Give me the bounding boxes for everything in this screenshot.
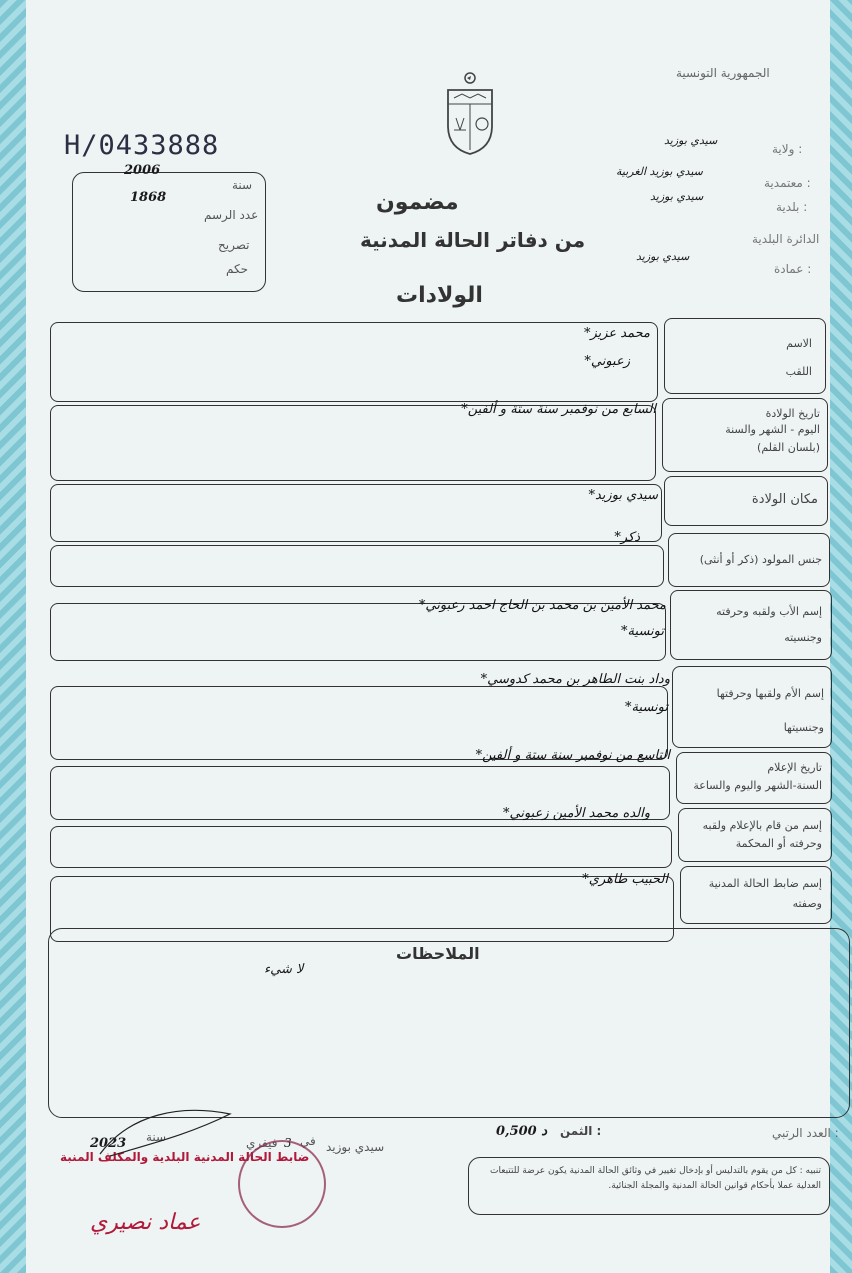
field-declarant-sublabel: وحرفته أو المحكمة <box>735 837 822 850</box>
municipal-district-label: الدائرة البلدية <box>752 232 820 246</box>
field-officer-sublabel: وصفته <box>792 897 822 910</box>
governorate-label: ولاية : <box>772 142 803 156</box>
registry-year-label: سنة <box>232 178 253 192</box>
republic-heading: الجمهورية التونسية <box>676 66 770 80</box>
field-sex-value-box <box>50 545 664 587</box>
field-father-label: إسم الأب ولقبه وحرفته <box>716 605 822 618</box>
field-father-nationality-value: تونسية* <box>621 624 664 639</box>
registry-number-value: 1868 <box>130 190 167 205</box>
registry-year-value: 2006 <box>124 163 161 178</box>
field-declarant-value-box <box>50 826 672 868</box>
municipality-label: بلدية : <box>776 200 808 214</box>
field-mother-value: وداد بنت الطاهر بن محمد كدوسي* <box>480 672 670 687</box>
sector-label: عمادة : <box>774 262 812 276</box>
field-declaration-date-sublabel: السنة-الشهر واليوم والساعة <box>693 779 822 792</box>
serial-number: H/0433888 <box>64 130 220 161</box>
price-value: 0,500 د <box>496 1124 548 1139</box>
field-birthplace-value: سيدي بوزيد* <box>588 488 658 503</box>
footer-month: فيفري <box>246 1136 278 1150</box>
field-birthdate-value: السابع من نوفمبر سنة ستة و ألفين* <box>461 402 656 417</box>
field-officer-label-box <box>680 866 832 924</box>
delegation-label: معتمدية : <box>764 176 811 190</box>
field-name-label-box <box>664 318 826 394</box>
field-declarant-value: والده محمد الأمين زعبوني* <box>502 806 650 821</box>
tunisia-emblem-icon <box>440 68 500 158</box>
field-surname-label: اللقب <box>785 365 812 378</box>
officer-signature: عماد نصيري <box>90 1210 201 1235</box>
officer-title-stamp: ضابط الحالة المدنية البلدية والمكلف المنبة <box>60 1150 310 1164</box>
field-father-value: محمد الأمين بن محمد بن الحاج احمد زعبوني* <box>418 598 666 613</box>
municipality-value: سيدي بوزيد <box>650 190 704 203</box>
field-declarant-label-box <box>678 808 832 862</box>
notes-value: لا شيء <box>264 962 304 977</box>
notes-title: الملاحظات <box>396 944 480 963</box>
footer-year-label: سنة <box>146 1130 167 1144</box>
official-number-label: العدد الرتبي : <box>772 1126 839 1140</box>
sector-value: سيدي بوزيد <box>636 250 690 263</box>
field-mother-label: إسم الأم ولقبها وحرفتها <box>716 687 824 700</box>
signature-scribble-icon <box>90 1104 240 1164</box>
delegation-value: سيدي بوزيد الغربية <box>616 165 703 178</box>
registry-declaration-label: تصريح <box>218 238 250 252</box>
field-officer-label: إسم ضابط الحالة المدنية <box>708 877 822 890</box>
field-declarant-label: إسم من قام بالإعلام ولقبه <box>702 819 822 832</box>
field-name-value: محمد عزيز* <box>583 326 650 341</box>
footer-day: 3 <box>284 1136 292 1150</box>
official-seal-icon <box>238 1140 326 1228</box>
field-declaration-date-label: تاريخ الإعلام <box>767 761 822 774</box>
price-label: الثمن : <box>560 1124 602 1138</box>
legal-notice-box: تنبيه : كل من يقوم بالتدليس أو بإدخال تغيير في وثائق الحالة المدنية يكون عرضة للتتبعات العدلية عملا بأحكام قوانين الحالة المدنية والمجلة الجنائية. <box>468 1157 830 1215</box>
title-births: الولادات <box>396 283 483 308</box>
field-sex-value: ذكر* <box>614 530 640 545</box>
footer-year: 2023 <box>90 1136 127 1151</box>
field-birthdate-sublabel: اليوم - الشهر والسنة <box>725 423 820 436</box>
field-father-nationality-label: وجنسيته <box>784 631 822 644</box>
field-birthdate-label: تاريخ الولادة <box>765 407 820 420</box>
field-mother-nationality-label: وجنسيتها <box>783 721 824 734</box>
field-mother-nationality-value: تونسية* <box>625 700 668 715</box>
field-father-label-box <box>670 590 832 660</box>
field-sex-label: جنس المولود (ذكر أو أنثى) <box>699 553 822 566</box>
registry-judgment-label: حكم <box>226 262 249 276</box>
field-surname-value: زعبوني* <box>584 354 630 369</box>
field-declaration-date-value: التاسع من نوفمبر سنة ستة و ألفين* <box>475 748 670 763</box>
field-birthdate-note: (بلسان القلم) <box>757 441 820 454</box>
registry-number-label: عدد الرسم <box>204 208 259 222</box>
title-excerpt: مضمون <box>376 190 459 215</box>
field-birthplace-label: مكان الولادة <box>751 492 818 507</box>
field-name-label: الاسم <box>786 337 812 350</box>
field-officer-value: الحبيب طاهري* <box>582 872 668 887</box>
title-civil-registers: من دفاتر الحالة المدنية <box>360 228 586 252</box>
decorative-border-left <box>0 0 26 1273</box>
footer-date-prefix: في <box>300 1134 316 1148</box>
footer-place: سيدي بوزيد <box>326 1140 385 1154</box>
governorate-value: سيدي بوزيد <box>664 134 718 147</box>
